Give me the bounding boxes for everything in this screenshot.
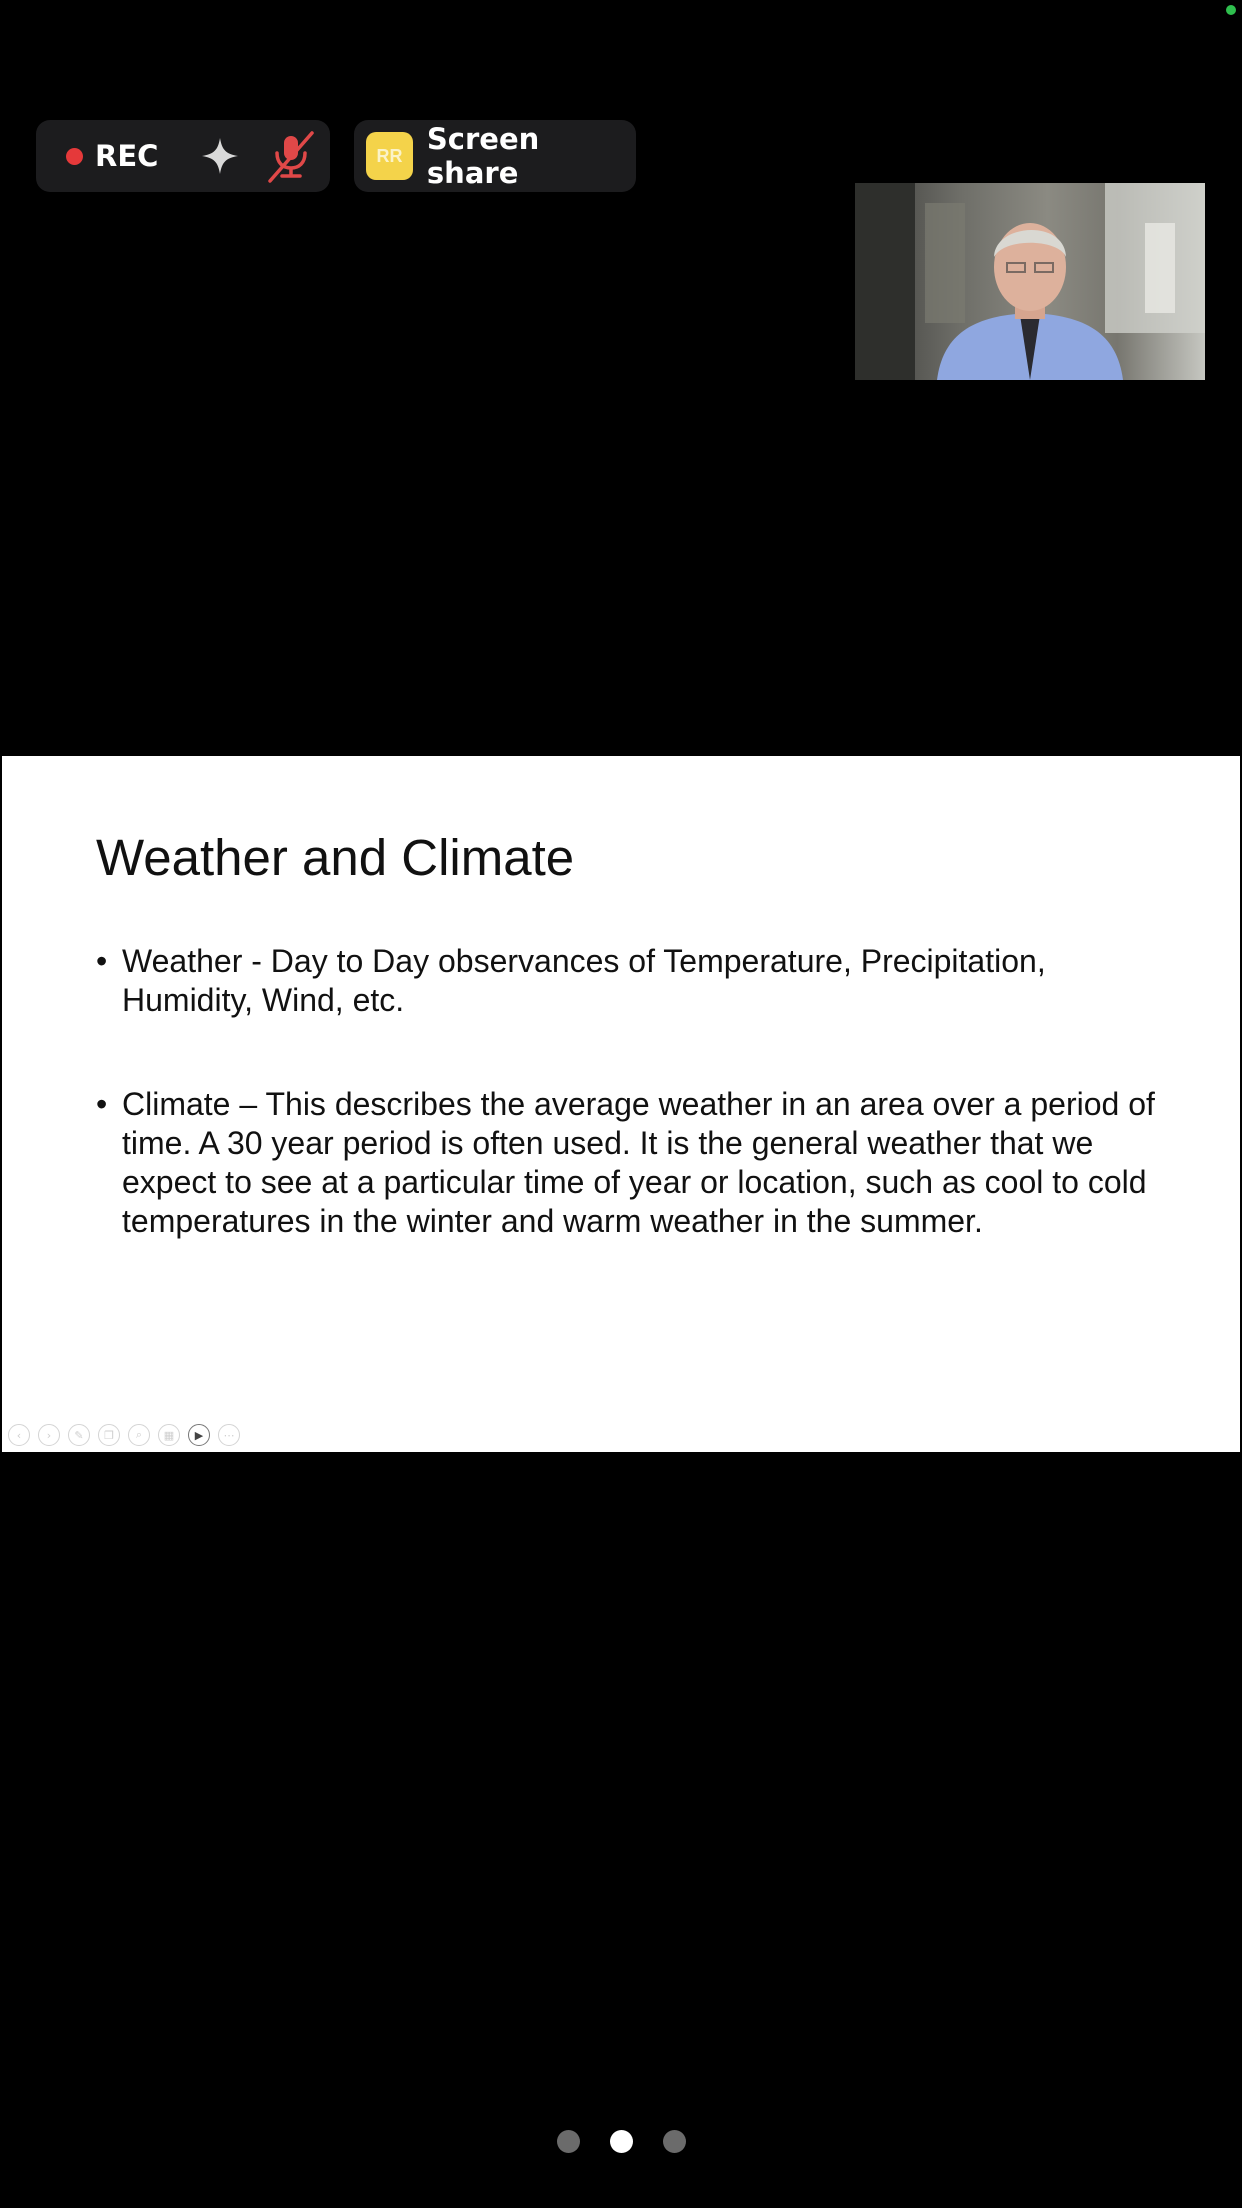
page-dot[interactable] (663, 2130, 686, 2153)
recording-controls[interactable] (36, 120, 330, 192)
sparkle-icon[interactable] (200, 136, 240, 176)
avatar: RR (366, 132, 413, 180)
camera-in-use-indicator (1226, 5, 1236, 15)
presenter-video-frame (855, 183, 1205, 380)
previous-icon[interactable]: ‹ (8, 1424, 30, 1446)
slide-controls (8, 1424, 240, 1446)
bullet-climate (96, 1085, 1156, 1241)
shared-slide (2, 756, 1240, 1452)
bullet-text: Weather - Day to Day observances of Temperature, Precipitation, Humidity, Wind, etc. (122, 943, 1046, 1018)
video-icon[interactable]: ▶ (188, 1424, 210, 1446)
record-dot-icon (66, 148, 83, 165)
bullet-marker: • (96, 1086, 108, 1122)
screen-share-indicator[interactable] (354, 120, 636, 192)
page-dot[interactable] (557, 2130, 580, 2153)
copy-icon[interactable]: ❐ (98, 1424, 120, 1446)
bullet-text: Climate – This describes the average weather in an area over a period of time. A 30 year period is often used. It is the general weather that we expect to see at a particular time of year or location, such as cool to cold temperatures in the winter and warm weather in the summer. (122, 1086, 1155, 1239)
slide-title: Weather and Climate (96, 829, 575, 886)
participant-video[interactable] (855, 183, 1205, 380)
pen-icon[interactable]: ✎ (68, 1424, 90, 1446)
next-icon[interactable]: › (38, 1424, 60, 1446)
bullet-weather (96, 942, 1156, 1020)
more-icon[interactable]: ⋯ (218, 1424, 240, 1446)
page-dot-active[interactable] (610, 2130, 633, 2153)
zoom-icon[interactable]: ⌕ (128, 1424, 150, 1446)
screen-share-label: Screen share (426, 122, 540, 190)
page-indicator (0, 2130, 1242, 2153)
mic-off-icon[interactable] (264, 129, 318, 183)
grid-icon[interactable]: ▦ (158, 1424, 180, 1446)
rec-label: REC (95, 139, 159, 173)
bullet-marker: • (96, 943, 108, 979)
